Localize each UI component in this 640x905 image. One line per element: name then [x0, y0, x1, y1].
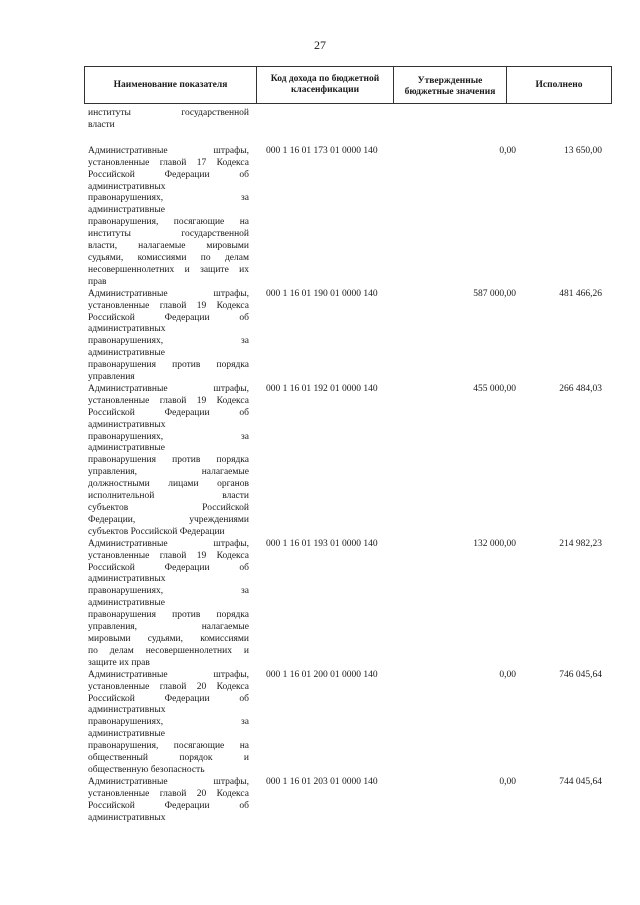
row-name-line: управления [88, 372, 135, 383]
row-executed: 214 982,23 [559, 538, 602, 549]
row-name-line: Административные штрафы, [88, 145, 249, 156]
row-approved: 587 000,00 [473, 288, 516, 299]
row-name-line: правонарушениях, за [88, 431, 249, 442]
row-name-line: правонарушениях, за [88, 717, 249, 728]
row-name-line: Российской Федерации об [88, 312, 249, 323]
row-name-line: институты государственной [88, 229, 249, 240]
table-row [88, 384, 612, 539]
header-approved: Утвержденные бюджетные значения [394, 67, 507, 103]
row-name [88, 539, 249, 670]
row-approved: 0,00 [499, 145, 516, 156]
row-name-line: административные [88, 348, 165, 359]
row-name-line: Федерации, учреждениями [88, 514, 249, 525]
table-row [88, 670, 612, 777]
row-name-line: должностными лицами органов [88, 479, 249, 490]
row-name-line: установленные главой 20 Кодекса [88, 788, 249, 799]
row-name-line: правонарушениях, за [88, 336, 249, 347]
row-code: 000 1 16 01 190 01 0000 140 [266, 288, 378, 299]
header-code: Код дохода по бюджетной класенфикации [257, 67, 394, 103]
row-executed: 746 045,64 [559, 669, 602, 680]
row-name-line: административных [88, 181, 166, 192]
row-name [88, 146, 249, 289]
table-row-continuation [88, 108, 612, 132]
row-approved: 0,00 [499, 776, 516, 787]
table-row [88, 539, 612, 670]
row-name-line: правонарушения, посягающие на [88, 217, 249, 228]
row-name-line: правонарушения против порядка [88, 455, 249, 466]
row-name-line: Российской Федерации об [88, 800, 249, 811]
row-executed: 13 650,00 [564, 145, 602, 156]
row-name-line: Административные штрафы, [88, 538, 249, 549]
header-executed: Исполнено [535, 79, 583, 90]
row-name [88, 777, 249, 825]
row-name-line: административных [88, 419, 166, 430]
row-approved: 0,00 [499, 669, 516, 680]
row-code: 000 1 16 01 200 01 0000 140 [266, 669, 378, 680]
row-name-line: административных [88, 574, 166, 585]
row-code: 000 1 16 01 173 01 0000 140 [266, 145, 378, 156]
row-name-line: установленные главой 20 Кодекса [88, 681, 249, 692]
row-name-line: Административные штрафы, [88, 669, 249, 680]
row-name-line: установленные главой 19 Кодекса [88, 395, 249, 406]
row-name-line: мировыми судьями, комиссиями [88, 633, 249, 644]
row-name-line: правонарушения против порядка [88, 610, 249, 621]
row-name-line: Российской Федерации об [88, 562, 249, 573]
row-executed: 481 466,26 [559, 288, 602, 299]
row-name-line: власти, налагаемые мировыми [88, 241, 249, 252]
row-name-line: административные [88, 205, 165, 216]
row-name-line: административные [88, 598, 165, 609]
row-executed: 744 045,64 [559, 776, 602, 787]
row-name-line: административных [88, 812, 166, 823]
row-name-line: исполнительной власти [88, 491, 249, 502]
row-approved: 132 000,00 [473, 538, 516, 549]
row-name-line: Административные штрафы, [88, 776, 249, 787]
row-name-line: общественную безопасность [88, 764, 205, 775]
row-name-line: институты государственной [88, 108, 249, 118]
row-name-line: установленные главой 19 Кодекса [88, 300, 249, 311]
row-name [88, 384, 249, 539]
row-name-line: административных [88, 705, 166, 716]
row-name-line: установленные главой 17 Кодекса [88, 157, 249, 168]
header-name: Наименование показателя [85, 67, 257, 103]
row-name-line: Административные штрафы, [88, 383, 249, 394]
table-row [88, 289, 612, 384]
row-name-line: судьями, комиссиями по делам [88, 252, 249, 263]
row-name [88, 289, 249, 384]
row-name-line: субъектов Российской Федерации [88, 526, 225, 537]
row-code: 000 1 16 01 203 01 0000 140 [266, 776, 378, 787]
row-name-line: Административные штрафы, [88, 288, 249, 299]
row-name-line: правонарушения против порядка [88, 360, 249, 371]
row-name-line: Российской Федерации об [88, 407, 249, 418]
row-name-line: общественный порядок и [88, 753, 249, 764]
page-number: 27 [314, 38, 326, 52]
row-code: 000 1 16 01 192 01 0000 140 [266, 383, 378, 394]
row-name-line: субъектов Российской [88, 503, 249, 513]
row-name-line: Российской Федерации об [88, 693, 249, 704]
row-name-line: управления, налагаемые [88, 622, 249, 633]
row-name-line: власти [88, 119, 115, 130]
row-name [88, 670, 249, 777]
row-name-line: правонарушениях, за [88, 193, 249, 204]
row-name-line: административные [88, 729, 165, 740]
row-approved: 455 000,00 [473, 383, 516, 394]
table-body [88, 108, 612, 824]
row-executed: 266 484,03 [559, 383, 602, 394]
row-name-line: по делам несовершеннолетних и [88, 645, 249, 656]
row-name-line: несовершеннолетних и защите их [88, 264, 249, 275]
row-name-line: Российской Федерации об [88, 169, 249, 180]
row-name-line: правонарушения, посягающие на [88, 741, 249, 752]
row-name-line: управления, налагаемые [88, 467, 249, 478]
row-name-line: прав [88, 276, 107, 287]
row-name-line: защите их прав [88, 657, 150, 668]
row-name-line: административных [88, 324, 166, 335]
row-code: 000 1 16 01 193 01 0000 140 [266, 538, 378, 549]
table-row [88, 146, 612, 289]
row-name [88, 108, 249, 132]
table-row [88, 777, 612, 825]
row-name-line: установленные главой 19 Кодекса [88, 550, 249, 561]
row-name-line: административные [88, 443, 165, 454]
row-name-line: правонарушениях, за [88, 586, 249, 597]
table-header [84, 66, 612, 104]
